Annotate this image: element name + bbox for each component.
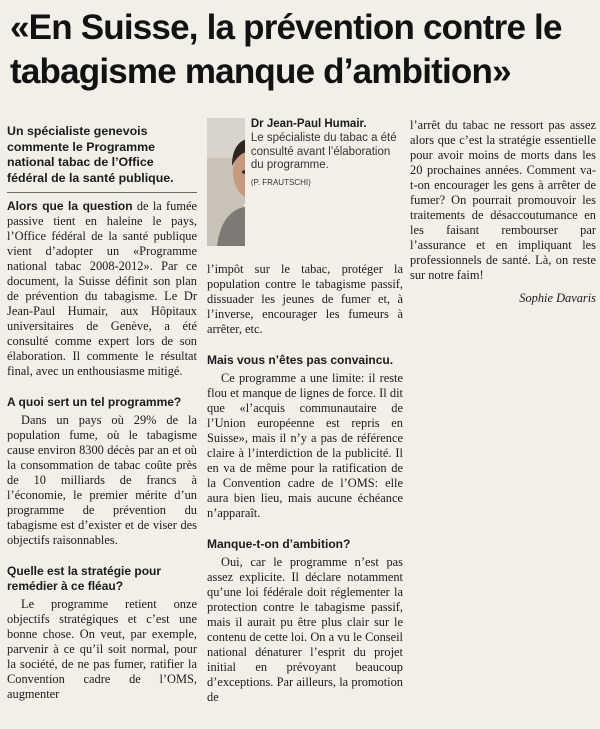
question-4: Manque-t-on d’ambition? (207, 537, 351, 551)
answer-3: Ce programme a une limite: il reste flou et manque de lignes de force. Il dit que «l’acquis communautaire de l’Union européenne est repris en Suisse», mais il n’y a pas de référence claire à l’interdiction de la publicité. Il en va de même pour la ratification de la Convention cadre de l’OMS: elle aura bien lieu, mais aucune échéance n’apparaît. (207, 371, 403, 520)
answer-2-continued: l’impôt sur le tabac, protéger la population contre le tabagisme passif, dissuader les jeunes de fumer et, à l’inverse, encourager les fumeurs à arrêter, etc. (207, 262, 403, 336)
photo-block (207, 118, 403, 254)
author-signature: Sophie Davaris (519, 291, 596, 305)
question-1: A quoi sert un tel programme? (7, 395, 182, 409)
portrait-image (207, 118, 245, 246)
answer-1: Dans un pays où 29% de la population fume, où le tabagisme cause environ 8300 décès par an et où la consommation de tabac coûte près de 10 milliards de francs à l’économie, le premier mérite d’un programme de prévention du tabagisme est d’exister et de viser des objectifs raisonnables. (7, 413, 197, 547)
column-3 (410, 118, 596, 306)
answer-4: Oui, car le programme n’est pas assez explicite. Il déclare notamment qu’une loi fédérale doit réglementer la protection contre le tabagisme passif, mais il aurait pu être plus clair sur le contenu de cette loi. On a vu le Conseil national dénaturer l’esprit du projet initial en prévoyant beaucoup d’exceptions. Par ailleurs, la promotion de (207, 555, 403, 704)
portrait-photo (207, 118, 245, 246)
article-headline: «En Suisse, la prévention contre le tabagisme manque d’ambition» (10, 8, 562, 91)
question-3: Mais vous n’êtes pas convaincu. (207, 353, 394, 367)
intro-text: de la fumée passive tient en haleine le pays, l’Office fédéral de la santé publique vient d’adopter un «Programme national tabac 2008-2012». Par ce document, la Suisse définit son plan de prévention du tabagisme. Le Dr Jean-Paul Humair, aux Hôpitaux universitaires de Genève, a été consulté comme expert lors de son élaboration. Il commente le résultat final, avec un enthousiasme mitigé. (7, 199, 197, 378)
intro-lead-words: Alors que la question (7, 199, 133, 213)
answer-4-continued: l’arrêt du tabac ne ressort pas assez alors que c’est la stratégie essentielle pour avoir moins de morts dans les 20 prochaines années. Comment va-t-on encourager les gens à arrêter de fumer? On pourrait promouvoir les traitements de désaccoutumance en les faisant rembourser par l’assurance et en impliquant les professionnels de santé. Là, on reste sur notre faim! (410, 118, 596, 282)
photo-credit: (P. FRAUTSCHI) (250, 178, 311, 188)
lead-divider (7, 192, 197, 193)
article-lead: Un spécialiste genevois commente le Programme national tabac de l’Office fédéral de la santé publique. (7, 124, 174, 185)
caption-text: Le spécialiste du tabac a été consulté avant l’élaboration du programme. (250, 131, 397, 172)
photo-caption (251, 118, 403, 254)
question-2: Quelle est la stratégie pour remédier à ce fléau? (7, 564, 162, 593)
column-1 (7, 118, 197, 702)
answer-2: Le programme retient onze objectifs stratégiques et c’est une bonne chose. On veut, par exemple, parvenir à ce qu’il soit normal, pour la société, de ne pas fumer, ratifier la Convention cadre de l’OMS, augmenter (7, 597, 197, 701)
column-2 (207, 118, 403, 705)
intro-paragraph (7, 199, 197, 379)
caption-name: Dr Jean-Paul Humair. (250, 118, 367, 130)
